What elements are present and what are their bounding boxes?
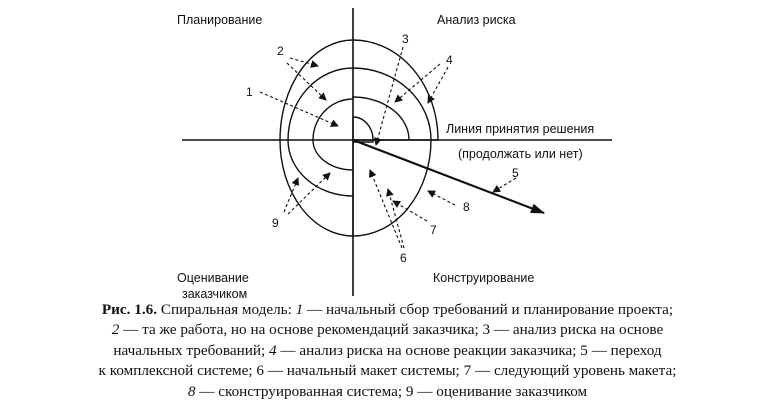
pointer-9b xyxy=(288,173,330,214)
decision-line-label: Линия принятия решения xyxy=(446,122,595,136)
quadrant-risk-analysis: Анализ риска xyxy=(437,13,516,27)
marker-4: 4 xyxy=(446,53,453,67)
quadrant-engineering: Конструирование xyxy=(433,271,535,285)
caption-segment: — начальный сбор требований и планирование проекта; xyxy=(303,301,674,318)
caption-line-3 xyxy=(10,341,765,361)
pointer-9a xyxy=(284,178,298,212)
marker-8: 8 xyxy=(463,200,470,214)
marker-9: 9 xyxy=(272,216,279,230)
caption-line-2 xyxy=(10,320,765,340)
pointer-4b xyxy=(428,67,448,103)
pointer-5 xyxy=(493,178,516,192)
caption-segment: — анализ риска на основе реакции заказчика; 5 — переход xyxy=(276,341,662,359)
marker-2: 2 xyxy=(277,44,284,58)
quadrant-customer-evaluation-line2: заказчиком xyxy=(182,287,248,300)
marker-7: 7 xyxy=(430,223,437,237)
caption-line-1-rest xyxy=(157,301,673,318)
pointer-2b xyxy=(287,63,326,100)
pointer-6b xyxy=(388,189,404,248)
pointer-8 xyxy=(428,191,455,205)
quadrant-customer-evaluation-line1: Оценивание xyxy=(177,271,249,285)
caption-segment: 1 xyxy=(295,301,304,318)
caption-segment: начальных требований; xyxy=(113,341,269,359)
marker-3: 3 xyxy=(402,32,409,46)
pointer-3 xyxy=(376,47,403,145)
caption-line-1 xyxy=(10,300,765,320)
pointer-6a xyxy=(370,170,402,248)
caption-title: Рис. 1.6. xyxy=(101,301,158,318)
caption-segment: Спиральная модель: xyxy=(157,301,296,318)
caption-line-4 xyxy=(10,361,765,381)
caption-segment: 2 xyxy=(111,321,120,339)
quadrant-planning: Планирование xyxy=(177,13,263,27)
spiral-path xyxy=(280,40,438,236)
marker-1: 1 xyxy=(246,85,253,99)
caption-segment: — та же работа, но на основе рекомендаций заказчика; 3 — анализ риска на основе xyxy=(119,321,664,339)
figure-caption xyxy=(10,300,765,402)
caption-segment: — сконструированная система; 9 — оценивание заказчиком xyxy=(195,382,588,400)
caption-line-5 xyxy=(10,382,765,402)
marker-6: 6 xyxy=(400,251,407,265)
decision-line-sublabel: (продолжать или нет) xyxy=(458,147,583,161)
caption-segment: к комплексной системе; 6 — начальный макет системы; 7 — следующий уровень макета; xyxy=(98,362,677,380)
caption-segment: 8 xyxy=(187,382,196,400)
caption-segment: 4 xyxy=(269,341,277,359)
marker-5: 5 xyxy=(512,166,519,180)
